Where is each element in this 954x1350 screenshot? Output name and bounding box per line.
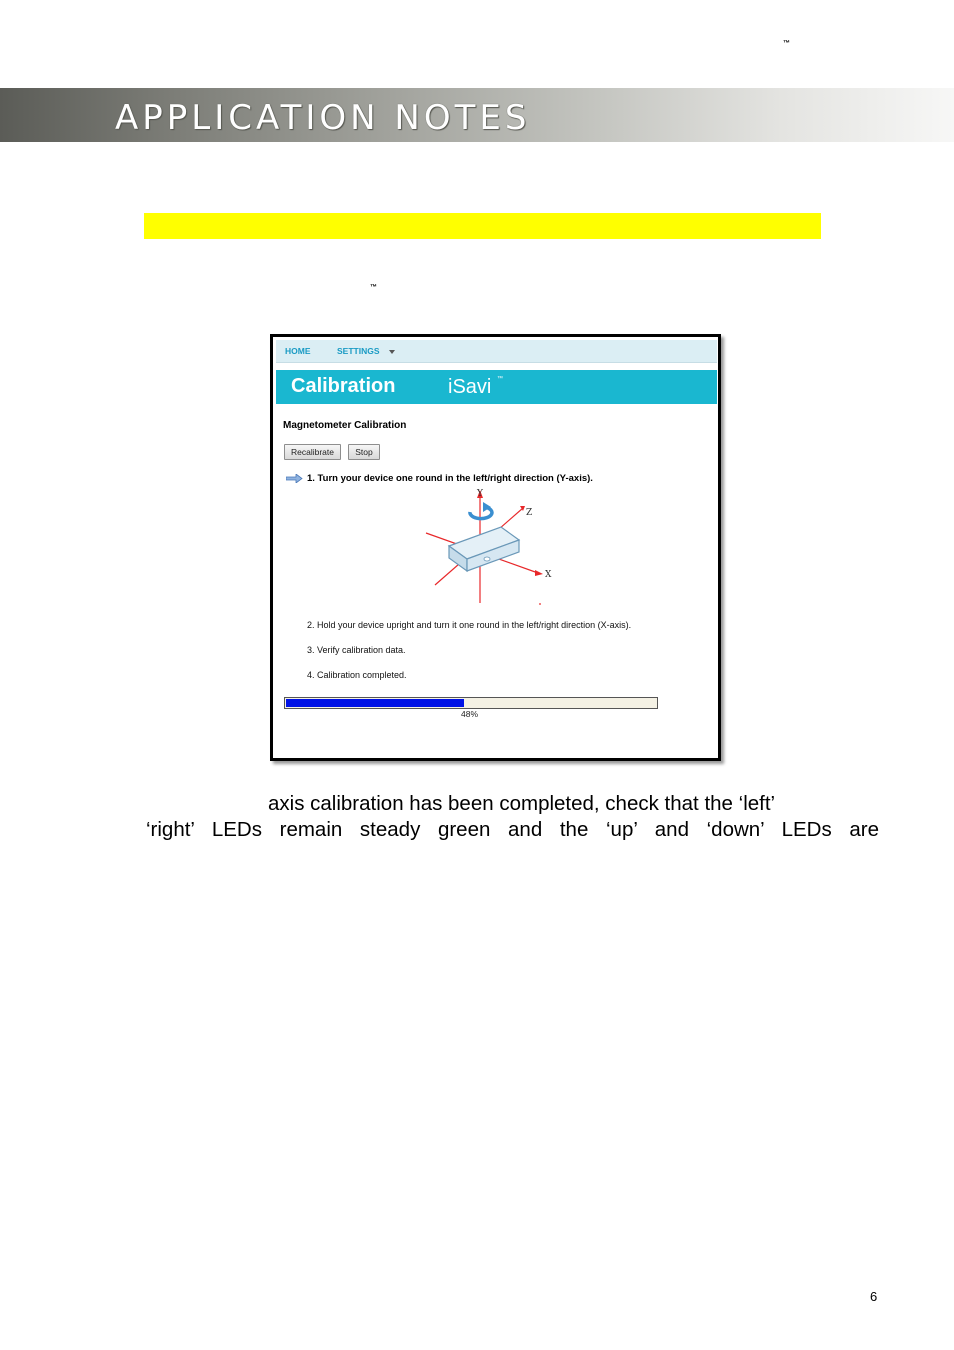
z-axis-label: Z <box>526 508 533 518</box>
body-text-line-1: axis calibration has been completed, check that the ‘left’ <box>268 792 776 815</box>
x-axis-label: X <box>545 570 552 580</box>
brand-logo: iSavi <box>448 376 492 398</box>
nav-home-link[interactable]: HOME <box>285 346 311 356</box>
calibration-progress-bar <box>284 697 658 709</box>
red-dot <box>539 603 541 605</box>
yellow-highlight-bar <box>144 213 821 239</box>
device-icon <box>449 527 519 571</box>
page-number: 6 <box>870 1289 878 1304</box>
brand-trademark: ™ <box>497 376 503 382</box>
recalibrate-button[interactable]: Recalibrate <box>284 444 341 460</box>
step-2-instruction: 2. Hold your device upright and turn it one round in the left/right direction (X-axis). <box>307 620 632 630</box>
progress-fill <box>286 699 464 707</box>
section-title: Magnetometer Calibration <box>283 420 407 431</box>
page-header <box>276 370 717 404</box>
device-rotation-diagram <box>423 485 563 610</box>
x-axis-arrowhead <box>535 570 543 576</box>
progress-percent-label: 48% <box>461 709 479 719</box>
step-4-instruction: 4. Calibration completed. <box>307 670 407 680</box>
rotation-arrow-icon <box>470 502 492 519</box>
banner-title: APPLICATION NOTES <box>115 98 531 138</box>
trademark-symbol: ™ <box>370 284 377 291</box>
stop-button[interactable]: Stop <box>348 444 380 460</box>
trademark-symbol: ™ <box>783 40 790 47</box>
body-text-line-2: ‘right’ LEDs remain steady green and the ‘up’ and ‘down’ LEDs are <box>146 818 879 841</box>
calibration-screenshot <box>270 334 721 761</box>
chevron-down-icon[interactable] <box>389 350 395 354</box>
current-step-arrow-icon <box>286 474 303 483</box>
nav-settings-menu[interactable]: SETTINGS <box>337 346 380 356</box>
y-axis-label: Y <box>477 489 483 499</box>
top-nav-bar <box>276 340 717 363</box>
step-3-instruction: 3. Verify calibration data. <box>307 645 406 655</box>
page-title: Calibration <box>291 375 396 397</box>
step-1-instruction: 1. Turn your device one round in the left/right direction (Y-axis). <box>307 473 593 484</box>
